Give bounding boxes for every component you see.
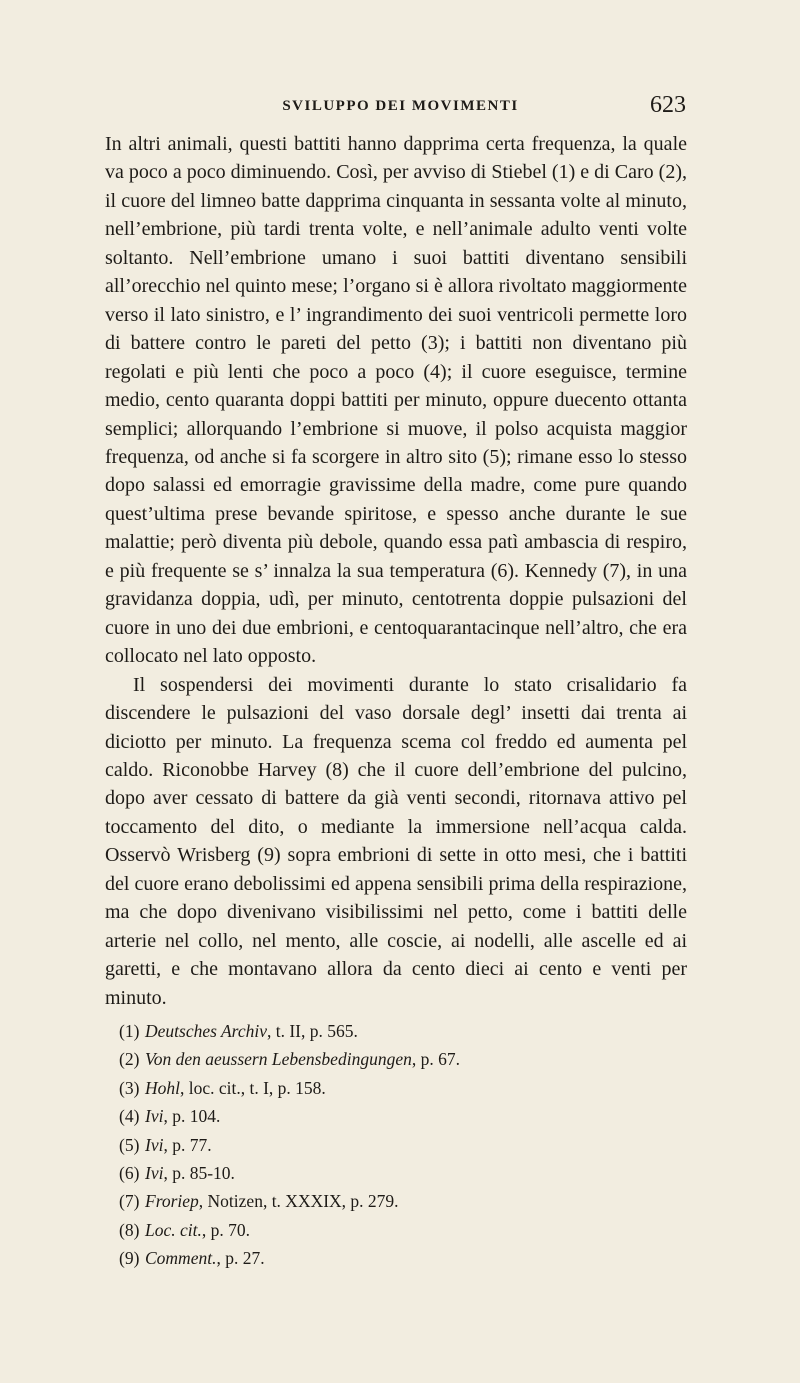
- footnote-text: , loc. cit., t. I, p. 158.: [180, 1077, 326, 1098]
- footnote-title: Ivi: [145, 1106, 164, 1127]
- footnote-text: , p. 67.: [411, 1049, 460, 1070]
- footnote-number: (4): [119, 1106, 140, 1127]
- footnote: [119, 1187, 679, 1215]
- footnote-text: , p. 104.: [163, 1106, 221, 1127]
- footnote-number: (7): [119, 1191, 140, 1212]
- footnote-title: Froriep: [145, 1191, 199, 1212]
- page-number: 623: [650, 92, 686, 118]
- footnote-text: , p. 70.: [201, 1219, 250, 1240]
- footnote-title: Comment.: [145, 1248, 217, 1269]
- footnotes: [119, 1017, 679, 1273]
- footnote-title: Loc. cit.: [145, 1219, 202, 1240]
- footnote: [119, 1017, 679, 1045]
- footnote: [119, 1074, 679, 1102]
- footnote-text: , p. 27.: [216, 1248, 265, 1269]
- footnote-number: (6): [119, 1163, 140, 1184]
- footnote-number: (9): [119, 1248, 140, 1269]
- footnote: [119, 1216, 679, 1244]
- body-text: [105, 130, 687, 1012]
- footnote-title: Deutsches Archiv: [145, 1021, 267, 1041]
- page-header: [115, 92, 686, 122]
- footnote-number: (3): [119, 1077, 140, 1098]
- footnote-text: , p. 85-10.: [163, 1163, 235, 1184]
- footnote-title: Von den aeussern Lebensbedingungen: [145, 1049, 412, 1070]
- footnote: [119, 1159, 679, 1187]
- footnote: [119, 1131, 679, 1159]
- footnote-text: , Notizen, t. XXXIX, p. 279.: [198, 1191, 399, 1212]
- footnote-number: (8): [119, 1219, 140, 1240]
- running-title: SVILUPPO DEI MOVIMENTI: [282, 98, 519, 114]
- paragraph: In altri animali, questi battiti hanno dapprima certa frequenza, la quale va poco a poco diminuendo. Così, per avviso di Stiebel (1) e di Caro (2), il cuore del limneo batte dapprima cinquanta in sessanta volte al minuto, nell’embrione, più tardi trenta volte, e nell’animale adulto venti volte soltanto. Nell’embrione umano i suoi battiti diventano sensibili all’orecchio nel quinto mese; l’organo si è allora rivoltato maggiormente verso il lato sinistro, e l’ ingrandimento dei suoi ventricoli permette loro di battere contro le pareti del petto (3); i battiti non diventano più regolati e più lenti che poco a poco (4); il cuore eseguisce, termine medio, cento quaranta doppi battiti per minuto, oppure duecento ottanta semplici; allorquando l’embrione si muove, il polso acquista maggior frequenza, od anche si fa scorgere in altro sito (5); rimane esso lo stesso dopo salassi ed emorragie gravissime della madre, come pure quando quest’ultima prese bevande spiritose, e spesso anche durante le sue malattie; però diventa più debole, quando essa patì ambascia di respiro, e più frequente se s’ innalza la sua temperatura (6). Kennedy (7), in una gravidanza doppia, udì, per minuto, centotrenta doppie pulsazioni del cuore in uno dei due embrioni, e centoquarantacinque nell’altro, che era collocato nel lato opposto.: [105, 133, 687, 668]
- footnote-title: Ivi: [145, 1134, 164, 1155]
- footnote-text: , t. II, p. 565.: [266, 1021, 358, 1041]
- footnote-number: (5): [119, 1134, 140, 1155]
- footnote-title: Hohl: [145, 1077, 180, 1098]
- footnote-title: Ivi: [145, 1163, 164, 1184]
- footnote-number: (2): [119, 1049, 140, 1070]
- footnote: [119, 1102, 679, 1130]
- footnote: [119, 1045, 679, 1073]
- footnote-text: , p. 77.: [163, 1134, 212, 1155]
- paragraph: Il sospendersi dei movimenti durante lo stato crisalidario fa discendere le pulsazioni del vaso dorsale degl’ insetti dai trenta ai diciotto per minuto. La frequenza scema col freddo ed aumenta pel caldo. Riconobbe Harvey (8) che il cuore dell’embrione del pulcino, dopo aver cessato di battere da già venti secondi, ritornava attivo pel toccamento del dito, o mediante la immersione nell’acqua calda. Osservò Wrisberg (9) sopra embrioni di sette in otto mesi, che i battiti del cuore erano debolissimi ed appena sensibili prima della respirazione, ma che dopo divenivano visibilissimi nel petto, come i battiti delle arterie nel collo, nel mento, alle coscie, ai nodelli, alle ascelle ed ai garetti, e che montavano allora da cento dieci ai cento e venti per minuto.: [105, 673, 687, 1009]
- footnote: [119, 1244, 679, 1272]
- footnote-number: (1): [119, 1021, 140, 1041]
